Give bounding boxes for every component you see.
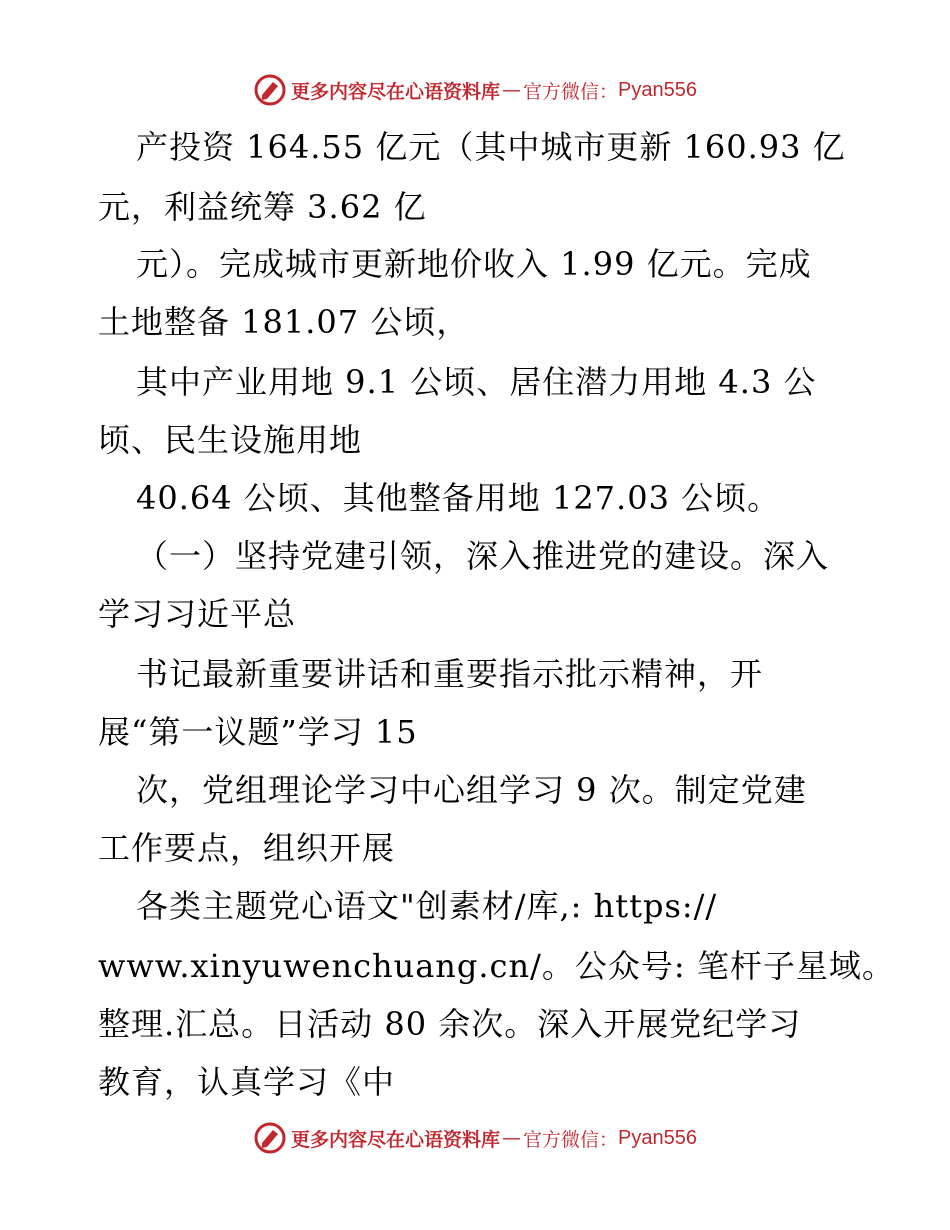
text-line: www.xinyuwenchuang.cn/。公众号: 笔杆子星域。 (98, 947, 895, 985)
watermark-wechat-id: Pyan556 (618, 78, 697, 101)
watermark-official-label: 官方微信： (523, 1128, 619, 1151)
text-line: 产投资 164.55 亿元（其中城市更新 160.93 亿 (136, 128, 846, 166)
text-line: 整理.汇总。日活动 80 余次。深入开展党纪学习 (98, 1005, 802, 1043)
text-line: 元）。完成城市更新地价收入 1.99 亿元。完成 (136, 245, 812, 283)
watermark-official-label: 官方微信： (523, 80, 619, 103)
brand-logo-icon (253, 1121, 287, 1155)
footer-watermark (0, 1118, 950, 1158)
text-line: 其中产业用地 9.1 公顷、居住潜力用地 4.3 公 (136, 363, 817, 401)
watermark-brand-text: 更多内容尽在心语资料库 (291, 1128, 501, 1151)
text-line: （一）坚持党建引领，深入推进党的建设。深入 (136, 537, 830, 575)
header-watermark (0, 70, 950, 110)
text-line: 工作要点，组织开展 (98, 829, 396, 867)
text-line: 展“第一议题”学习 15 (98, 713, 418, 751)
watermark-dash: — (502, 79, 522, 101)
text-line: 土地整备 181.07 公顷， (98, 303, 470, 341)
watermark-wechat-id: Pyan556 (618, 1126, 697, 1149)
text-line: 书记最新重要讲话和重要指示批示精神，开 (136, 655, 764, 693)
text-line: 顷、民生设施用地 (98, 421, 363, 459)
text-line: 各类主题党心语文"创素材/库,: https:// (136, 887, 718, 925)
text-line: 元，利益统筹 3.62 亿 (98, 188, 427, 226)
text-line: 40.64 公顷、其他整备用地 127.03 公顷。 (136, 479, 781, 517)
text-line: 教育，认真学习《中 (98, 1063, 396, 1101)
watermark-dash: — (502, 1127, 522, 1149)
watermark-brand-text: 更多内容尽在心语资料库 (291, 80, 501, 103)
text-line: 学习习近平总 (98, 595, 297, 633)
text-line: 次，党组理论学习中心组学习 9 次。制定党建 (136, 771, 807, 809)
brand-logo-icon (253, 73, 287, 107)
